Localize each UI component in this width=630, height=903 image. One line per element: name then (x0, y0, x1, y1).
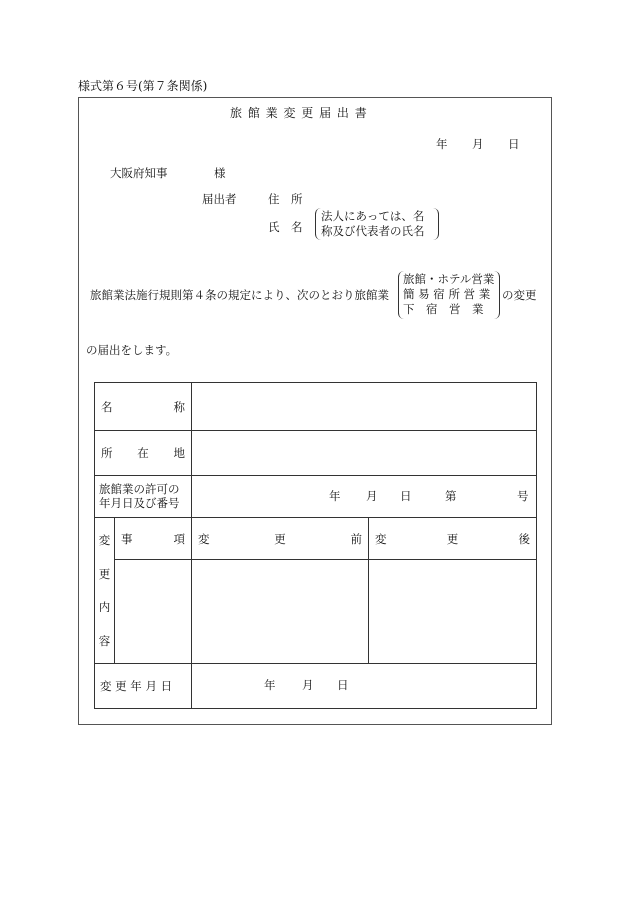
before-header-char: 更 (274, 531, 286, 546)
table-row (95, 518, 537, 560)
table-row (95, 476, 537, 518)
location-label-char: 地 (173, 446, 185, 460)
after-header-char: 変 (375, 531, 387, 546)
change-content-char: 内 (98, 600, 111, 615)
after-header-cell (369, 518, 537, 560)
before-header-cell (192, 518, 369, 560)
change-date-year: 年 (264, 678, 276, 692)
permit-number-prefix: 第 (445, 489, 457, 503)
name-label-char: 名 (101, 399, 113, 414)
change-content-label-cell (95, 518, 115, 664)
notifier-name-label: 氏 名 (268, 220, 303, 234)
form-number-label: 様式第６号(第７条関係) (78, 79, 208, 93)
permit-label-line1: 旅館業の許可の (99, 481, 180, 496)
permit-value-cell[interactable] (192, 476, 537, 518)
before-value-cell[interactable] (192, 560, 369, 664)
permit-number-suffix: 号 (517, 489, 529, 503)
business-type-bracket (398, 271, 500, 319)
change-date-day: 日 (337, 678, 349, 692)
table-row (95, 560, 537, 664)
permit-label-line2: 年月日及び番号 (99, 495, 180, 510)
change-content-char: 変 (98, 533, 111, 547)
addressee-name: 大阪府知事 (110, 166, 168, 180)
change-date-value-cell[interactable] (192, 664, 537, 709)
before-header-char: 変 (198, 531, 210, 546)
name-label-cell (95, 383, 192, 431)
body-text-continuation: の届出をします。 (86, 343, 178, 357)
notifier-label: 届出者 (202, 192, 237, 206)
business-type-option: 簡 易 宿 所 営 業 (403, 287, 491, 301)
before-header-char: 前 (350, 531, 362, 546)
business-type-option: 旅館・ホテル営業 (403, 272, 495, 286)
permit-year: 年 (329, 489, 341, 503)
body-text-suffix: の変更 (502, 288, 537, 302)
change-content-char: 更 (98, 566, 111, 581)
location-value-cell[interactable] (192, 431, 537, 476)
body-text-prefix: 旅館業法施行規則第４条の規定により、次のとおり旅館業 (90, 288, 389, 302)
name-note-bracket (315, 208, 439, 240)
permit-month: 月 (366, 489, 378, 503)
business-type-option: 下 宿 営 業 (403, 302, 484, 316)
table-row (95, 664, 537, 709)
date-year-label: 年 (436, 137, 448, 151)
table-row (95, 383, 537, 431)
item-header-cell (115, 518, 192, 560)
date-month-label: 月 (472, 137, 484, 151)
notifier-address-label: 住 所 (268, 192, 303, 206)
name-value-cell[interactable] (192, 383, 537, 431)
permit-day: 日 (400, 489, 412, 503)
item-header-char: 事 (121, 531, 133, 546)
form-title: 旅 館 業 変 更 届 出 書 (230, 106, 368, 120)
change-date-label-cell (95, 664, 192, 709)
name-label-char: 称 (173, 399, 185, 414)
addressee-honorific: 様 (214, 166, 226, 180)
table-row (95, 431, 537, 476)
name-note-line2: 称及び代表者の氏名 (321, 224, 425, 238)
item-header-char: 項 (173, 531, 185, 546)
change-details-table (94, 382, 537, 709)
name-note-line1: 法人にあっては、名 (321, 209, 425, 223)
after-value-cell[interactable] (369, 560, 537, 664)
after-header-char: 更 (446, 531, 459, 546)
change-date-label: 変 更 年 月 日 (100, 679, 173, 693)
after-header-char: 後 (518, 531, 530, 546)
location-label-cell (95, 431, 192, 476)
location-label-char: 在 (137, 446, 149, 460)
change-date-month: 月 (302, 678, 314, 692)
permit-label-cell (95, 476, 192, 518)
date-day-label: 日 (508, 137, 520, 151)
location-label-char: 所 (101, 446, 113, 460)
item-value-cell[interactable] (115, 560, 192, 664)
change-content-char: 容 (98, 633, 111, 648)
